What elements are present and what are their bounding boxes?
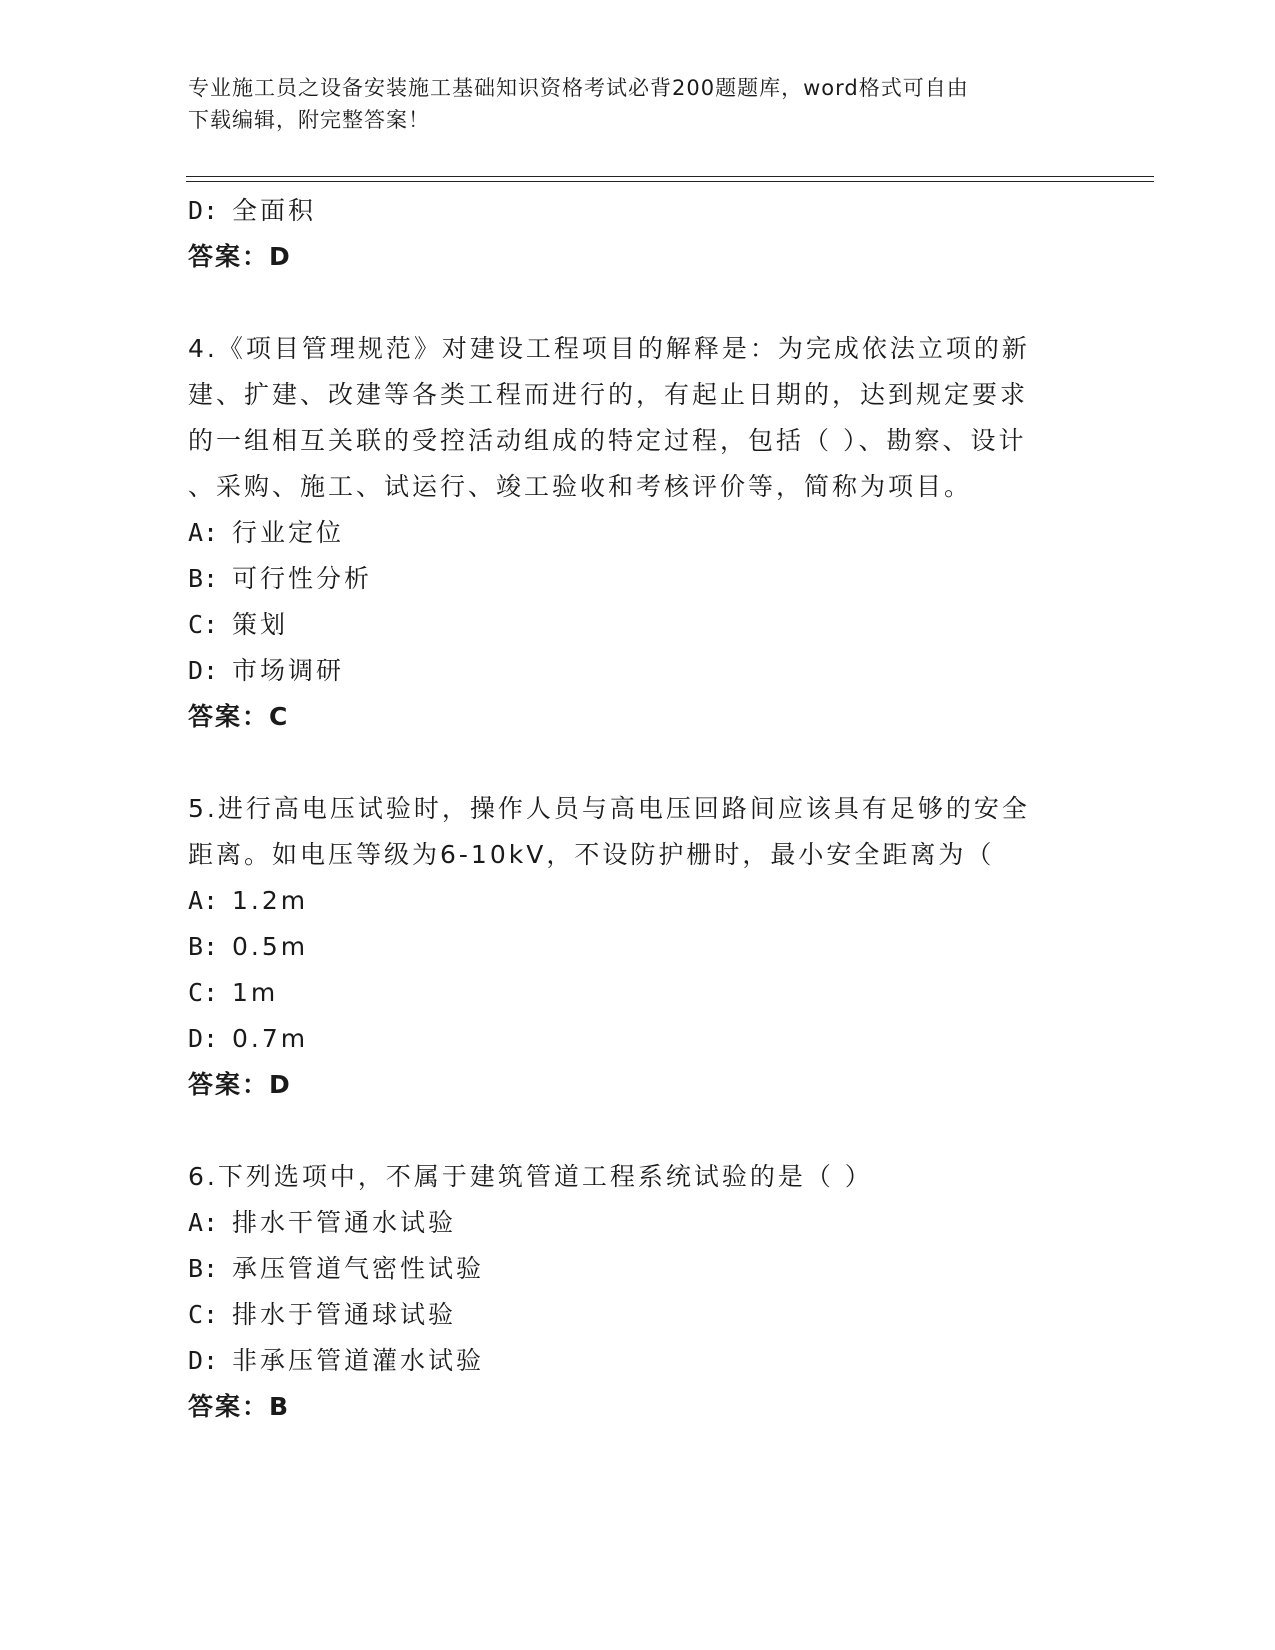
option-label: B: <box>188 564 219 593</box>
option-b <box>188 1246 1088 1292</box>
option-b <box>188 556 1088 602</box>
option-d <box>188 1016 1088 1062</box>
document-header <box>188 72 1088 136</box>
header-line-1: 专业施工员之设备安装施工基础知识资格考试必背200题题库，word格式可自由 <box>188 76 969 100</box>
option-label: B: <box>188 932 219 961</box>
option-a <box>188 1200 1088 1246</box>
option-label: C: <box>188 610 219 639</box>
spacer <box>188 1108 1088 1154</box>
option-label: D: <box>188 1024 219 1053</box>
header-divider-bottom <box>186 181 1154 182</box>
option-c <box>188 1292 1088 1338</box>
option-text: 1.2m <box>232 886 309 915</box>
header-divider-top <box>186 176 1154 177</box>
stem-line: 、采购、施工、试运行、竣工验收和考核评价等，简称为项目。 <box>188 472 973 501</box>
question-content <box>188 188 1088 1430</box>
option-label: C: <box>188 978 219 1007</box>
prev-answer: 答案：D <box>188 242 292 271</box>
option-label: D: <box>188 656 219 685</box>
question-5 <box>188 786 1088 1108</box>
spacer <box>188 280 1088 326</box>
question-6 <box>188 1154 1088 1430</box>
answer: 答案：B <box>188 1392 291 1421</box>
prev-option-d <box>188 188 1088 234</box>
answer: 答案：C <box>188 702 290 731</box>
option-text: 非承压管道灌水试验 <box>232 1346 485 1375</box>
option-text: 排水干管通水试验 <box>232 1208 457 1237</box>
option-text: 1m <box>232 978 279 1007</box>
option-text: 市场调研 <box>232 656 345 685</box>
option-text: 承压管道气密性试验 <box>232 1254 485 1283</box>
option-text: 排水于管通球试验 <box>232 1300 457 1329</box>
option-c <box>188 602 1088 648</box>
option-text: 可行性分析 <box>232 564 373 593</box>
stem-line: 5.进行高电压试验时，操作人员与高电压回路间应该具有足够的安全 <box>188 794 1030 823</box>
stem-line: 4.《项目管理规范》对建设工程项目的解释是：为完成依法立项的新 <box>188 334 1030 363</box>
option-b <box>188 924 1088 970</box>
option-d <box>188 648 1088 694</box>
option-label: D: <box>188 196 219 225</box>
question-stem <box>188 326 1068 510</box>
question-4 <box>188 326 1088 740</box>
option-label: D: <box>188 1346 219 1375</box>
option-a <box>188 510 1088 556</box>
answer: 答案：D <box>188 1070 292 1099</box>
option-label: A: <box>188 1208 219 1237</box>
option-c <box>188 970 1088 1016</box>
option-text: 全面积 <box>232 196 317 225</box>
stem-line: 6.下列选项中，不属于建筑管道工程系统试验的是（ ） <box>188 1162 873 1191</box>
option-label: A: <box>188 518 219 547</box>
option-text: 行业定位 <box>232 518 345 547</box>
question-stem <box>188 1154 1068 1200</box>
option-text: 0.7m <box>232 1024 309 1053</box>
question-stem <box>188 786 1068 878</box>
spacer <box>188 740 1088 786</box>
stem-line: 距离。如电压等级为6-10kV，不设防护栅时，最小安全距离为（ <box>188 840 995 869</box>
option-text: 0.5m <box>232 932 309 961</box>
option-a <box>188 878 1088 924</box>
option-label: C: <box>188 1300 219 1329</box>
option-text: 策划 <box>232 610 289 639</box>
option-label: A: <box>188 886 219 915</box>
option-d <box>188 1338 1088 1384</box>
option-label: B: <box>188 1254 219 1283</box>
stem-line: 建、扩建、改建等各类工程而进行的，有起止日期的，达到规定要求 <box>188 380 1029 409</box>
header-line-2: 下载编辑，附完整答案！ <box>188 108 430 132</box>
stem-line: 的一组相互关联的受控活动组成的特定过程，包括（ ）、勘察、设计 <box>188 426 1027 455</box>
